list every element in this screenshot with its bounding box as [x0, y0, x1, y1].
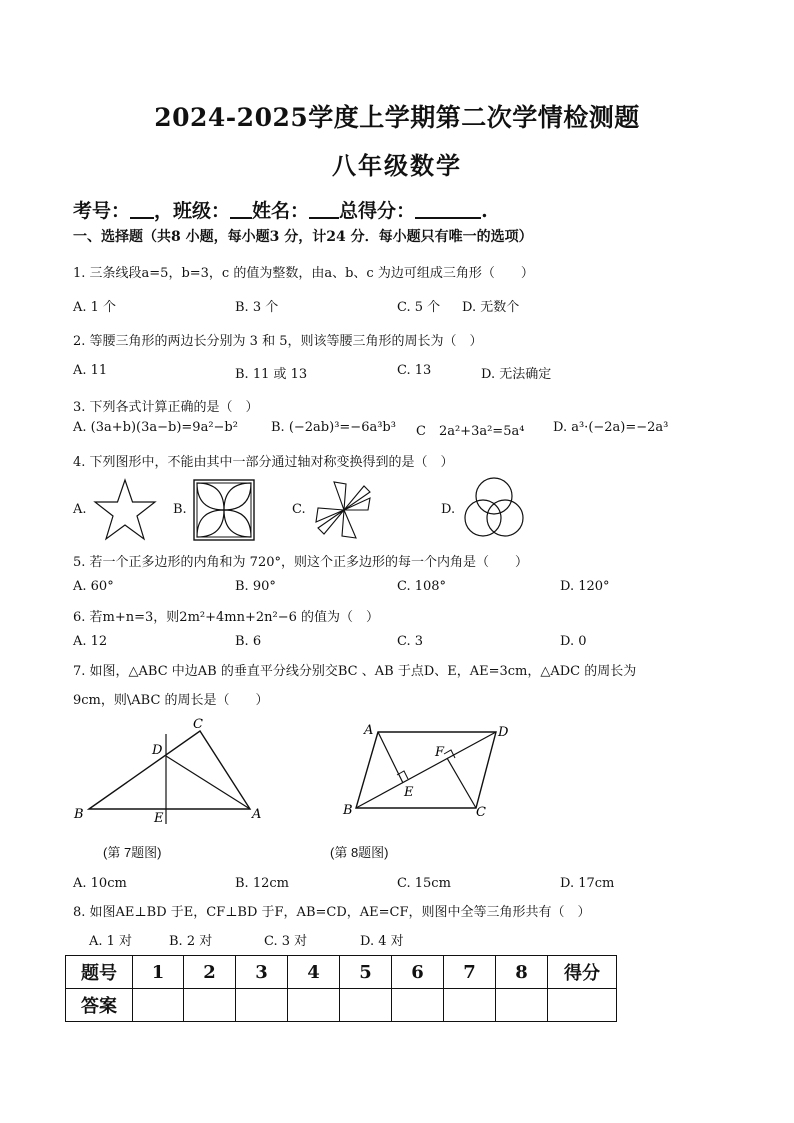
q2-stem: 2. 等腰三角形的两边长分别为 3 和 5，则该等腰三角形的周长为（ ）	[73, 334, 483, 349]
q6-option-c: C. 3	[397, 634, 424, 649]
q1-option-a: A. 1 个	[73, 300, 117, 315]
answer-cell-5[interactable]	[340, 989, 392, 1022]
q4-option-b: B.	[173, 502, 187, 517]
name-label: 姓名：	[252, 200, 310, 222]
q6-option-b: B. 6	[235, 634, 262, 649]
header-cell-8: 8	[496, 956, 548, 989]
q4-stem: 4. 下列图形中，不能由其中一部分通过轴对称变换得到的是（ ）	[73, 455, 454, 470]
page-subtitle: 八年级数学	[332, 151, 462, 180]
answer-cell-8[interactable]	[496, 989, 548, 1022]
answer-cell-3[interactable]	[236, 989, 288, 1022]
answer-row-label: 答案	[66, 989, 133, 1022]
pinwheel-figure	[312, 478, 376, 542]
q8-option-c: C. 3 对	[264, 934, 308, 949]
q1-option-b: B. 3 个	[235, 300, 279, 315]
q2-option-b: B. 11 或 13	[235, 367, 308, 382]
answer-cell-2[interactable]	[184, 989, 236, 1022]
answer-cell-1[interactable]	[133, 989, 184, 1022]
header-cell-label: 题号	[66, 956, 133, 989]
score-label: 总得分	[339, 200, 397, 222]
star-figure	[92, 478, 158, 542]
fig8-label-d: D	[498, 725, 509, 740]
fig8-label-b: B	[343, 803, 353, 818]
answer-cell-7[interactable]	[444, 989, 496, 1022]
page-title: 2024-2025学度上学期第二次学情检测题	[154, 103, 640, 132]
q3-stem: 3. 下列各式计算正确的是（ ）	[73, 400, 259, 415]
header-cell-3: 3	[236, 956, 288, 989]
q6-option-a: A. 12	[73, 634, 108, 649]
q3-option-c: C 2a²+3a²=5a⁴	[416, 424, 525, 439]
fig7-caption: (第 7题图)	[103, 845, 162, 860]
fig8-label-f: F	[435, 745, 445, 760]
header-cell-7: 7	[444, 956, 496, 989]
header-cell-1: 1	[133, 956, 184, 989]
q4-option-a: A.	[73, 502, 87, 517]
q2-option-a: A. 11	[73, 363, 108, 378]
score-blank[interactable]	[415, 199, 481, 219]
answer-cell-4[interactable]	[288, 989, 340, 1022]
q6-stem: 6. 若m+n=3，则2m²+4mn+2n²−6 的值为（ ）	[73, 610, 380, 625]
header-cell-4: 4	[288, 956, 340, 989]
fig7-label-a: A	[252, 807, 262, 822]
q5-option-b: B. 90°	[235, 579, 276, 594]
q7-option-b: B. 12cm	[235, 876, 289, 891]
fig8-label-c: C	[476, 805, 486, 820]
answer-table-header-row	[66, 956, 617, 989]
exam-no-blank[interactable]	[130, 199, 154, 219]
q5-option-d: D. 120°	[560, 579, 610, 594]
header-cell-score: 得分	[548, 956, 617, 989]
q5-stem: 5. 若一个正多边形的内角和为 720°，则这个正多边形的每一个内角是（ ）	[73, 555, 528, 570]
three-circles-figure	[460, 474, 528, 542]
q8-option-a: A. 1 对	[89, 934, 133, 949]
q7-option-a: A. 10cm	[73, 876, 127, 891]
fig7-label-d: D	[152, 743, 163, 758]
q7-stem-line1: 7. 如图，△ABC 中边AB 的垂直平分线分别交BC 、AB 于点D、E，AE=3cm，△ADC 的周长为	[73, 664, 637, 679]
header-cell-5: 5	[340, 956, 392, 989]
header-cell-2: 2	[184, 956, 236, 989]
q3-option-b: B. (−2ab)³=−6a³b³	[271, 420, 396, 435]
q1-option-c: C. 5 个	[397, 300, 441, 315]
q4-option-c: C.	[292, 502, 306, 517]
q6-option-d: D. 0	[560, 634, 587, 649]
q3-option-d: D. a³·(−2a)=−2a³	[553, 420, 669, 435]
q7-option-c: C. 15cm	[397, 876, 451, 891]
fig8-label-e: E	[404, 785, 414, 800]
fig8-label-a: A	[364, 723, 374, 738]
figure-8	[340, 718, 520, 822]
q8-option-b: B. 2 对	[169, 934, 213, 949]
class-blank[interactable]	[230, 199, 252, 219]
section-heading: 一、选择题（共8 小题，每小题3 分，计24 分．每小题只有唯一的选项）	[73, 229, 533, 245]
name-blank[interactable]	[309, 199, 339, 219]
q2-option-c: C. 13	[397, 363, 432, 378]
q3-option-a: A. (3a+b)(3a−b)=9a²−b²	[73, 420, 238, 435]
q1-stem: 1. 三条线段a=5，b=3，c 的值为整数，由a、b、c 为边可组成三角形（ ）	[73, 266, 534, 281]
fig7-label-b: B	[74, 807, 84, 822]
student-info-line: 考号： ，班级： 姓名： 总得分： .	[73, 200, 488, 222]
fig7-label-c: C	[193, 717, 203, 732]
answer-table-answer-row	[66, 989, 617, 1022]
answer-cell-6[interactable]	[392, 989, 444, 1022]
q4-option-d: D.	[441, 502, 456, 517]
q7-stem-line2: 9cm，则\ABC 的周长是（ ）	[73, 693, 269, 708]
fig8-caption: (第 8题图)	[330, 845, 389, 860]
answer-table	[65, 955, 617, 1022]
q5-option-c: C. 108°	[397, 579, 447, 594]
q2-option-d: D. 无法确定	[481, 367, 552, 382]
exam-no-label: 考号：	[73, 200, 131, 222]
q7-option-d: D. 17cm	[560, 876, 615, 891]
score-cell[interactable]	[548, 989, 617, 1022]
score-end: .	[481, 200, 488, 222]
q1-option-d: D. 无数个	[462, 300, 520, 315]
q8-option-d: D. 4 对	[360, 934, 404, 949]
class-label: ，班级：	[154, 200, 231, 222]
q5-option-a: A. 60°	[73, 579, 114, 594]
header-cell-6: 6	[392, 956, 444, 989]
square-petal-figure	[192, 478, 256, 542]
figure-7	[70, 712, 270, 828]
fig7-label-e: E	[154, 811, 164, 826]
q8-stem: 8. 如图AE⊥BD 于E，CF⊥BD 于F，AB=CD，AE=CF，则图中全等三角形共有（ ）	[73, 905, 591, 920]
